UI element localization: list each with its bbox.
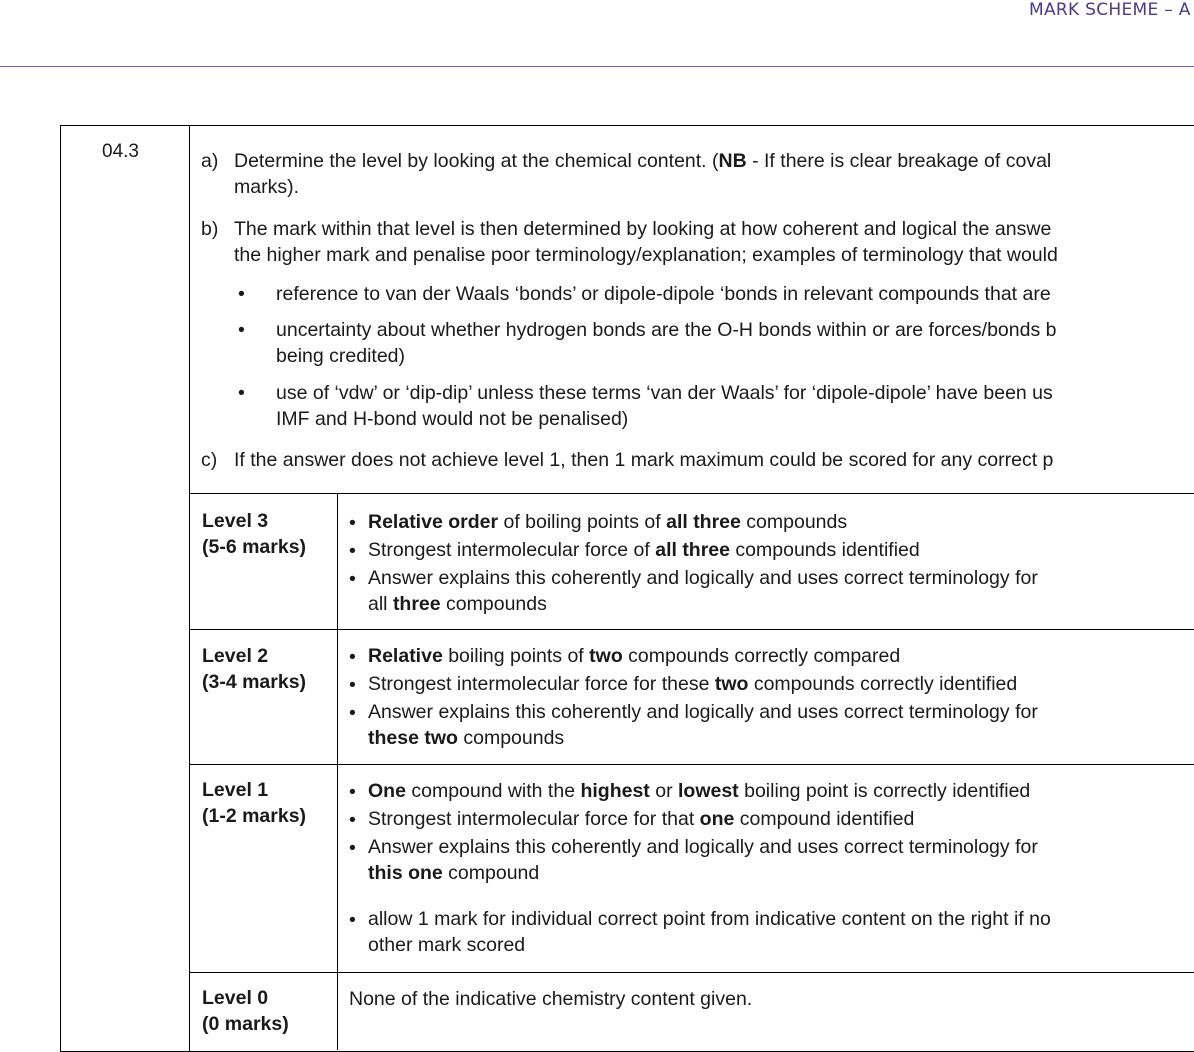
level-descriptor: None of the indicative chemistry content given. — [349, 988, 753, 1010]
list-item: • Strongest intermolecular force for these two compounds correctly identified — [349, 673, 1018, 696]
header-rule — [0, 66, 1194, 67]
guidance-a-line2: marks). — [234, 176, 299, 198]
list-item: • One compound with the highest or lowest boiling point is correctly identified — [349, 780, 1031, 803]
bullet-icon: • — [238, 319, 245, 341]
list-item: • Strongest intermolecular force for that one compound identified — [349, 808, 915, 831]
level-descriptor — [349, 643, 1038, 751]
question-number: 04.3 — [102, 141, 139, 162]
list-item: • Relative boiling points of two compounds correctly compared — [349, 645, 901, 668]
level-label: Level 1 (1-2 marks) — [202, 779, 307, 827]
level-row — [190, 765, 1194, 973]
question-number-column — [60, 125, 190, 1052]
level-descriptor — [349, 778, 1051, 958]
guidance-b-label: b) — [201, 218, 219, 240]
level-label: Level 2 (3-4 marks) — [202, 645, 307, 693]
guidance-bullet-3-cont: IMF and H-bond would not be penalised) — [276, 408, 629, 430]
page-header-title: MARK SCHEME – A — [1029, 0, 1191, 20]
level-label: Level 0 (0 marks) — [202, 987, 289, 1035]
list-item: • Answer explains this coherently and logically and uses correct terminology for all three compounds — [349, 567, 1038, 615]
guidance-b-line2: the higher mark and penalise poor terminology/explanation; examples of terminology that would — [234, 244, 1058, 266]
bullet-icon: • — [238, 382, 245, 404]
level-row — [190, 973, 1194, 1050]
levels-table — [189, 493, 1194, 1052]
guidance-bullet-2-cont: being credited) — [276, 345, 405, 367]
level-row — [190, 630, 1194, 765]
level-label: Level 3 (5-6 marks) — [202, 510, 307, 558]
guidance-c-label: c) — [201, 449, 218, 471]
guidance-cell — [189, 125, 1194, 495]
guidance-b-line1: The mark within that level is then determined by looking at how coherent and logical the answe — [234, 218, 1052, 240]
bullet-icon: • — [238, 283, 245, 305]
guidance-a-label: a) — [201, 150, 219, 172]
guidance-c-line1: If the answer does not achieve level 1, then 1 mark maximum could be scored for any correct p — [234, 449, 1054, 471]
guidance-bullet-3: use of ‘vdw’ or ‘dip-dip’ unless these terms ‘van der Waals’ for ‘dipole-dipole’ have been us — [276, 382, 1053, 404]
list-item: • allow 1 mark for individual correct point from indicative content on the right if no other mark scored — [349, 908, 1051, 956]
guidance-a-line1: Determine the level by looking at the chemical content. (NB - If there is clear breakage of coval — [234, 150, 1052, 172]
level-descriptor — [349, 509, 1038, 617]
level-row — [190, 494, 1194, 630]
guidance-bullet-2: uncertainty about whether hydrogen bonds are the O-H bonds within or are forces/bonds b — [276, 319, 1057, 341]
list-item: • Strongest intermolecular force of all three compounds identified — [349, 539, 920, 562]
list-item: • Answer explains this coherently and logically and uses correct terminology for this one compound — [349, 836, 1038, 884]
guidance-bullet-1: reference to van der Waals ‘bonds’ or dipole-dipole ‘bonds in relevant compounds that are — [276, 283, 1051, 305]
list-item: • Relative order of boiling points of all three compounds — [349, 511, 848, 534]
list-item: • Answer explains this coherently and logically and uses correct terminology for these two compounds — [349, 701, 1038, 749]
